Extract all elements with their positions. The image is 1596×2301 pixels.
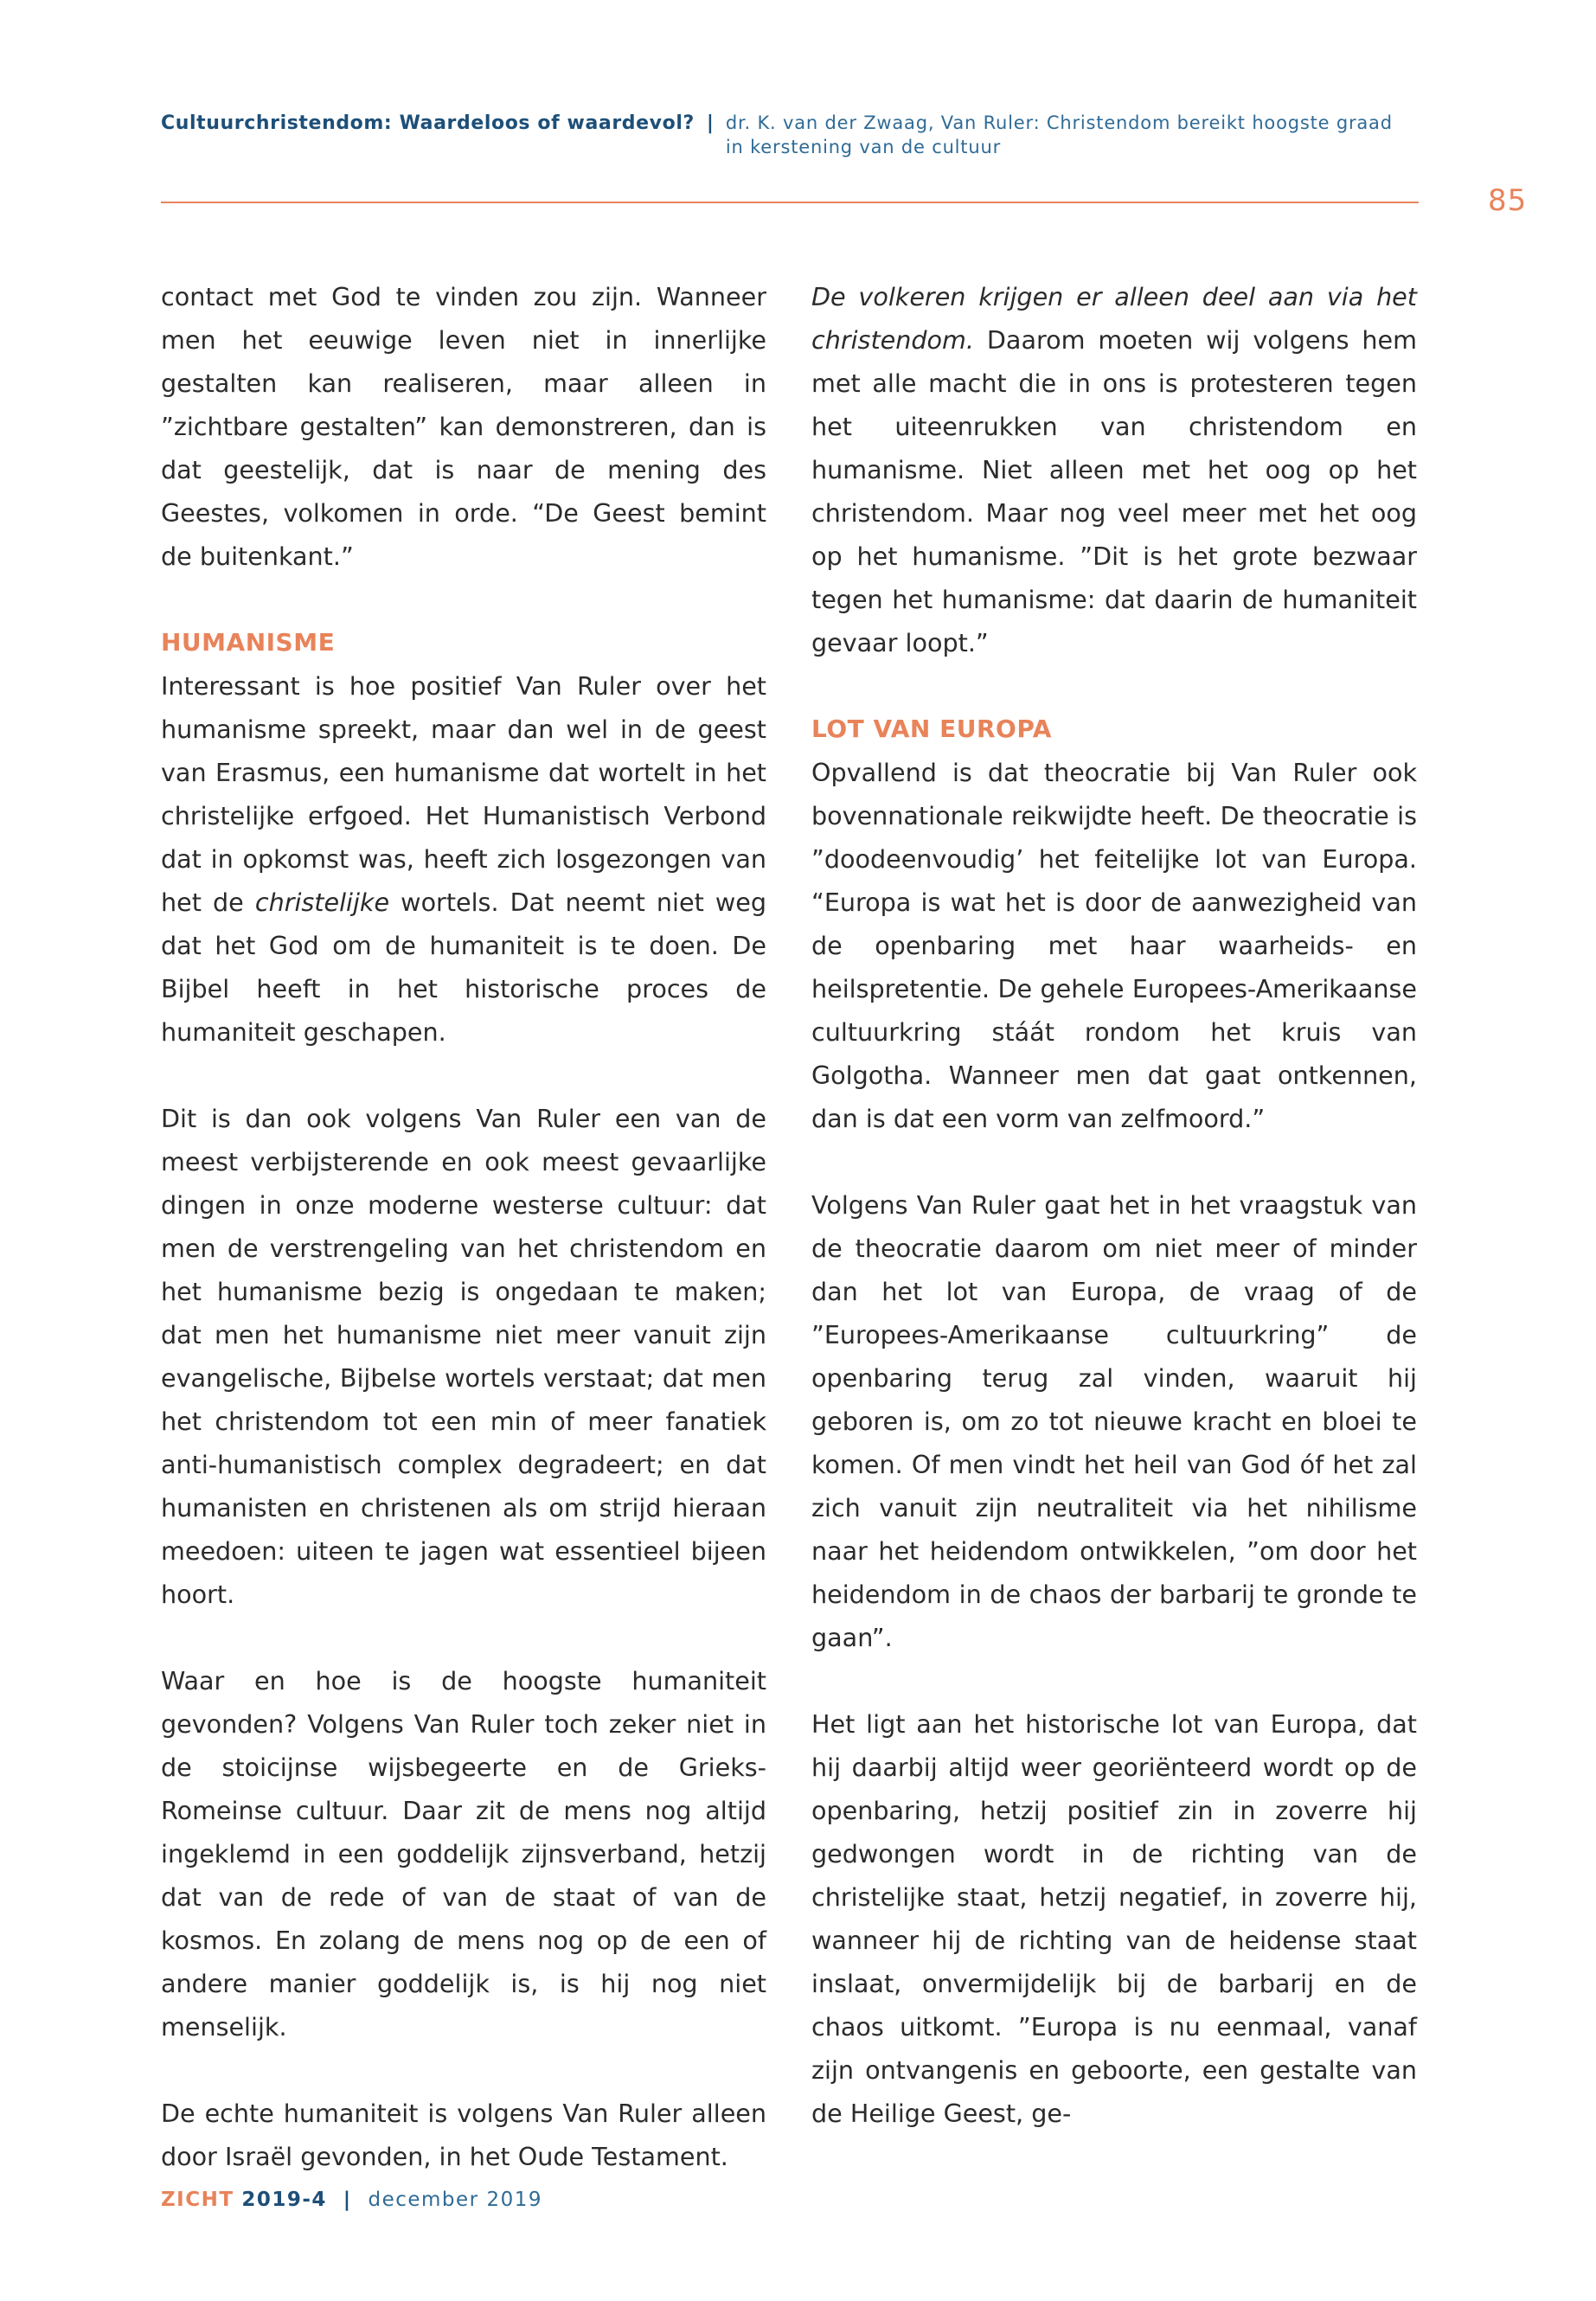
article-reference-line-1: dr. K. van der Zwaag, Van Ruler: Christendom bereikt hoogste graad	[725, 112, 1393, 133]
issue-number: 2019-4	[241, 2189, 327, 2211]
paragraph	[811, 275, 1417, 664]
series-title: Cultuurchristendom: Waardeloos of waardevol?	[161, 112, 695, 134]
paragraph: Opvallend is dat theocratie bij Van Ruler ook bovennationale reikwijdte heeft. De theocratie is ”doodeenvoudig’ het feitelijke lot van Europa. “Europa is wat het is door de aanwezigheid van de openbaring met haar waarheids- en heilspretentie. De gehele Europees-Amerikaanse cultuurkring stáát rondom het kruis van Golgotha. Wanneer men dat gaat ontkennen, dan is dat een vorm van zelfmoord.”	[811, 758, 1417, 1133]
page-number: 85	[1488, 183, 1528, 218]
footer	[161, 2187, 542, 2213]
running-header	[161, 111, 1415, 159]
emphasis-text: christelijke	[254, 888, 390, 917]
paragraph: Volgens Van Ruler gaat het in het vraagstuk van de theocratie daarom om niet meer of minder dan het lot van Europa, de vraag of de ”Europees-Amerikaanse cultuurkring” de openbaring terug zal vinden, waaruit hij geboren is, om zo tot nieuwe kracht en bloei te komen. Of men vindt het heil van God óf het zal zich vanuit zijn neutraliteit via het nihilisme naar het heidendom ontwikkelen, ”om door het heidendom in de chaos der barbarij te gronde te gaan”.	[811, 1190, 1417, 1652]
right-column	[811, 275, 1417, 2135]
paragraph: Dit is dan ook volgens Van Ruler een van de meest verbijsterende en ook meest gevaarlijke dingen in onze moderne westerse cultuur: dat men de verstrengeling van het christendom en het humanisme bezig is ongedaan te maken; dat men het humanisme niet meer vanuit zijn evangelische, Bijbelse wortels verstaat; dat men het christendom tot een min of meer fanatiek anti-humanistisch complex degradeert; en dat humanisten en christenen als om strijd hieraan meedoen: uiteen te jagen wat essentieel bijeen hoort.	[161, 1104, 766, 1609]
issue-date: december 2019	[368, 2189, 542, 2211]
magazine-name: ZICHT	[161, 2189, 234, 2211]
article-reference	[726, 111, 1393, 159]
paragraph-text: Daarom moeten wij volgens hem met alle macht die in ons is protesteren tegen het uiteenrukken van christendom en humanisme. Niet alleen met het oog op het christendom. Maar nog veel meer met het oog op het humanisme. ”Dit is het grote bezwaar tegen het humanisme: dat daarin de humaniteit gevaar loopt.”	[811, 325, 1417, 657]
paragraph: Het ligt aan het historische lot van Europa, dat hij daarbij altijd weer georiënteerd wordt op de openbaring, hetzij positief zin in zoverre hij gedwongen wordt in de richting van de christelijke staat, hetzij negatief, in zoverre hij, wanneer hij de richting van de heidense staat inslaat, onvermijdelijk bij de barbarij en de chaos uitkomt. ”Europa is nu eenmaal, vanaf zijn ontvangenis en geboorte, een gestalte van de Heilige Geest, ge-	[811, 1709, 1417, 2128]
article-reference-line-2: in kerstening van de cultuur	[725, 137, 1001, 157]
footer-separator: |	[343, 2189, 352, 2211]
paragraph-text: Interessant is hoe positief Van Ruler over het humanisme spreekt, maar dan wel in de geest van Erasmus, een humanisme dat wortelt in het christelijke erfgoed. Het Humanistisch Verbond dat in opkomst was, heeft zich losgezongen van het de	[161, 671, 766, 917]
paragraph-text: wortels. Dat neemt niet weg dat het God om de humaniteit is te doen. De Bijbel heeft in het historische proces de humaniteit geschapen.	[161, 888, 767, 1047]
section-heading-lot-van-europa: LOT VAN EUROPA	[811, 715, 1052, 743]
paragraph: contact met God te vinden zou zijn. Wanneer men het eeuwige leven niet in innerlijke gestalten kan realiseren, maar alleen in ”zichtbare gestalten” kan demonstreren, dan is dat geestelijk, dat is naar de mening des Geestes, volkomen in orde. “De Geest bemint de buitenkant.”	[161, 282, 766, 571]
paragraph: De echte humaniteit is volgens Van Ruler alleen door Israël gevonden, in het Oude Testament.	[161, 2099, 766, 2171]
section-heading-humanisme: HUMANISME	[161, 628, 336, 657]
paragraph: Waar en hoe is de hoogste humaniteit gevonden? Volgens Van Ruler toch zeker niet in de stoicijnse wijsbegeerte en de Grieks-Romeinse cultuur. Daar zit de mens nog altijd ingeklemd in een goddelijk zijnsverband, hetzij dat van de rede of van de staat of van de kosmos. En zolang de mens nog op de een of andere manier goddelijk is, is hij nog niet menselijk.	[161, 1666, 766, 2041]
paragraph	[161, 664, 766, 1054]
header-rule	[161, 202, 1419, 203]
header-separator: |	[706, 112, 714, 134]
emphasis-text: De volkeren krijgen er alleen deel aan via het christendom.	[811, 282, 1417, 355]
left-column	[161, 275, 766, 2178]
